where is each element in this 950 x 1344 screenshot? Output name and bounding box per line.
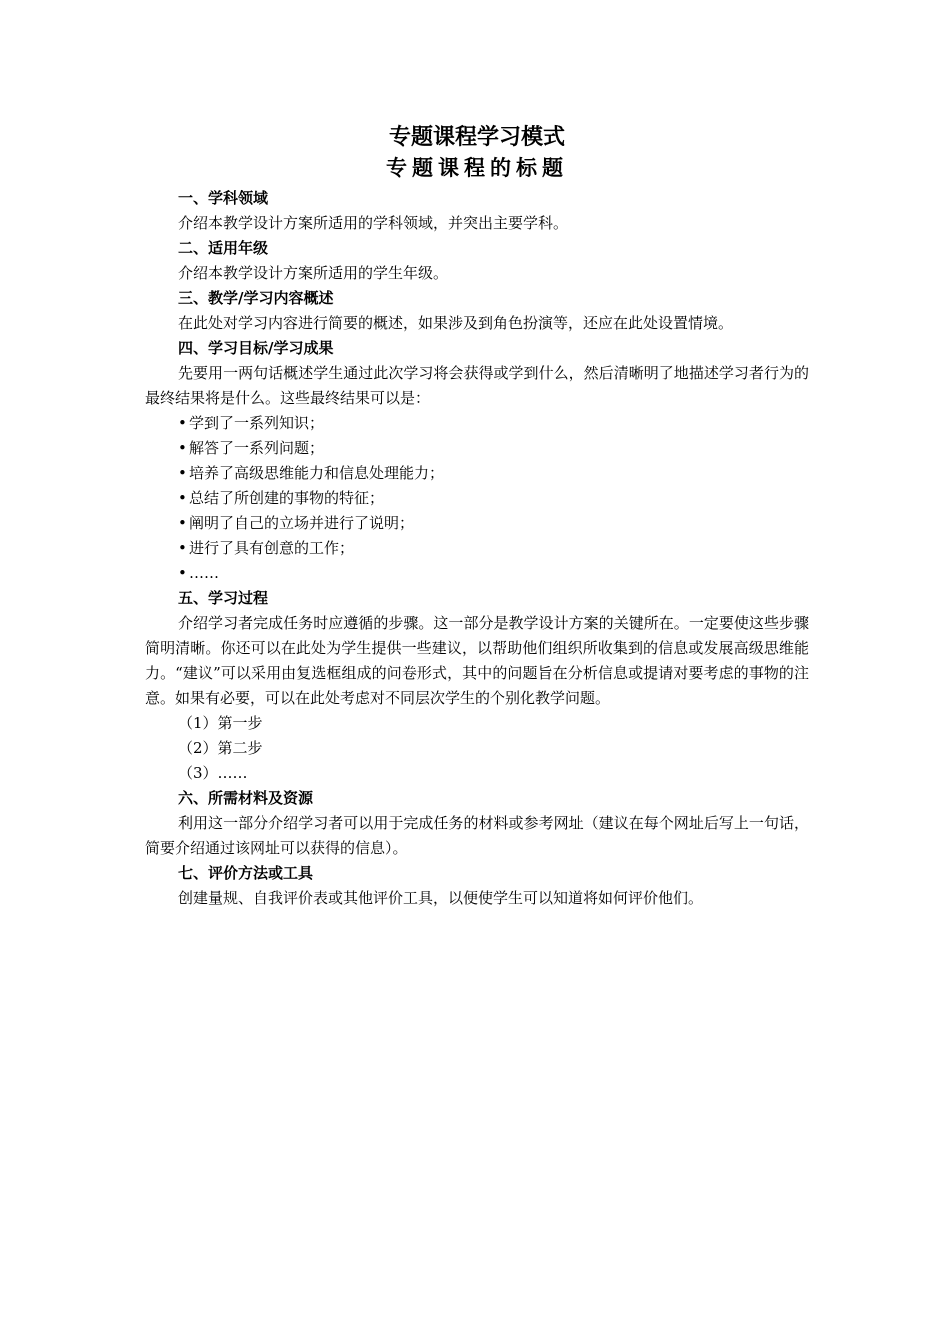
section-heading: 六、所需材料及资源 (178, 789, 314, 807)
section-heading: 一、学科领域 (178, 189, 269, 207)
bullet-icon: • (178, 514, 187, 532)
section-subject-area (145, 186, 809, 236)
outcome-list (145, 411, 809, 586)
section-heading: 五、学习过程 (178, 589, 269, 607)
section-heading: 二、适用年级 (178, 239, 269, 257)
list-item: • …… (145, 561, 809, 586)
section-learning-process (145, 586, 809, 786)
list-item: • 培养了高级思维能力和信息处理能力； (145, 461, 809, 486)
list-item: • 进行了具有创意的工作； (145, 536, 809, 561)
bullet-icon: • (178, 439, 187, 457)
bullet-icon: • (178, 539, 187, 557)
section-body: 创建量规、自我评价表或其他评价工具，以便使学生可以知道将如何评价他们。 (178, 889, 704, 907)
section-body: 介绍本教学设计方案所适用的学生年级。 (178, 264, 449, 282)
list-item: • 阐明了自己的立场并进行了说明； (145, 511, 809, 536)
bullet-icon: • (178, 489, 187, 507)
bullet-icon: • (178, 414, 187, 432)
list-item: • 学到了一系列知识； (145, 411, 809, 436)
section-grade-level (145, 236, 809, 286)
list-item: • 总结了所创建的事物的特征； (145, 486, 809, 511)
section-body: 介绍本教学设计方案所适用的学科领域，并突出主要学科。 (178, 214, 569, 232)
process-step: （2）第二步 (178, 739, 263, 757)
section-body: 利用这一部分介绍学习者可以用于完成任务的材料或参考网址（建议在每个网址后写上一句话，简要介绍通过该网址可以获得的信息）。 (145, 814, 809, 857)
document-title: 专题课程学习模式 (388, 124, 565, 150)
section-body: 在此处对学习内容进行简要的概述，如果涉及到角色扮演等，还应在此处设置情境。 (178, 314, 734, 332)
section-evaluation (145, 861, 809, 911)
process-step: （1）第一步 (178, 714, 263, 732)
section-heading: 四、学习目标/学习成果 (178, 339, 334, 357)
list-item: • 解答了一系列问题； (145, 436, 809, 461)
section-heading: 三、教学/学习内容概述 (178, 289, 334, 307)
section-heading: 七、评价方法或工具 (178, 864, 314, 882)
section-content-overview (145, 286, 809, 336)
document-content (145, 122, 809, 911)
section-materials-resources (145, 786, 809, 861)
bullet-icon: • (178, 464, 187, 482)
bullet-icon: • (178, 564, 187, 582)
section-body: 介绍学习者完成任务时应遵循的步骤。这一部分是教学设计方案的关键所在。一定要使这些步骤简明清晰。你还可以在此处为学生提供一些建议，以帮助他们组织所收集到的信息或发展高级思维能力。“建议”可以采用由复选框组成的问卷形式，其中的问题旨在分析信息或提请对要考虑的事物的注意。如果有必要，可以在此处考虑对不同层次学生的个别化教学问题。 (145, 614, 809, 707)
section-learning-objectives (145, 336, 809, 586)
process-step: （3）…… (178, 764, 248, 782)
section-body: 先要用一两句话概述学生通过此次学习将会获得或学到什么，然后清晰明了地描述学习者行为的最终结果将是什么。这些最终结果可以是： (145, 364, 809, 407)
document-subtitle: 专题课程的标题 (386, 155, 568, 180)
